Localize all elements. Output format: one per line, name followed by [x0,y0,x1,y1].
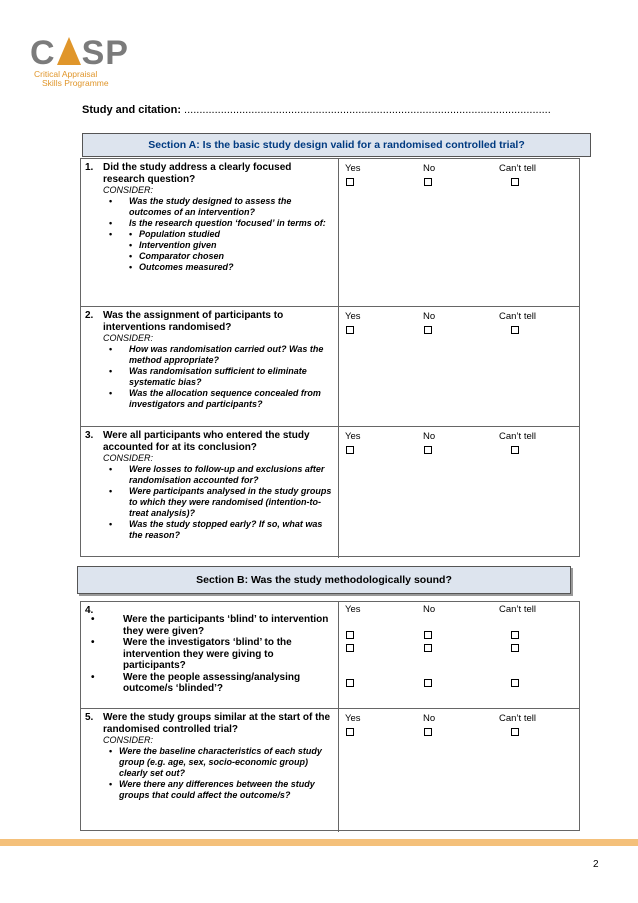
blinding-item: • Were the investigators ‘blind’ to the intervention they were giving to participants? [85,637,333,672]
question-number: 5. [85,712,94,723]
question-row-2 [81,307,579,427]
column-divider [338,709,339,832]
consider-list [103,344,333,410]
consider-item: • Is the research question ‘focused’ in terms of: [103,218,333,229]
question-row-1 [81,159,579,307]
consider-item: • How was randomisation carried out? Was the method appropriate? [103,344,333,366]
question-row-4 [81,602,579,709]
no-checkbox-assessors[interactable] [424,679,432,687]
logo-wordmark [30,36,129,70]
consider-item: • Was the study stopped early? If so, what was the reason? [103,519,333,541]
consider-list [103,196,333,273]
consider-list [103,464,333,541]
no-label: No [423,163,436,174]
no-label: No [423,311,436,322]
no-label: No [423,713,436,724]
consider-subitem: • Outcomes measured? [129,262,333,273]
consider-label: CONSIDER: [103,185,154,195]
consider-item: • Were losses to follow-up and exclusions after randomisation accounted for? [103,464,333,486]
question-number: 3. [85,430,94,441]
consider-item: • Were participants analysed in the study groups to which they were randomised (intention-to-treat analysis)? [103,486,333,519]
no-checkbox-participants[interactable] [424,631,432,639]
question-row-5 [81,709,579,832]
no-checkbox[interactable] [424,728,432,736]
logo-letters-sp: SP [81,34,129,72]
column-divider [338,307,339,426]
consider-item: • Were there any differences between the study groups that could affect the outcome/s? [103,779,333,801]
yes-label: Yes [345,163,361,174]
question-title: Were the study groups similar at the start of the randomised controlled trial? [103,712,331,735]
question-body [103,310,333,410]
question-number: 2. [85,310,94,321]
consider-sublist [129,229,333,273]
yes-checkbox[interactable] [346,446,354,454]
section-b-header [77,566,571,594]
yes-checkbox[interactable] [346,728,354,736]
yes-label: Yes [345,311,361,322]
study-citation-line[interactable] [82,104,592,116]
cant-tell-checkbox-assessors[interactable] [511,679,519,687]
citation-label: Study and citation: [82,104,181,116]
cant-tell-label: Can’t tell [499,431,536,442]
column-divider [338,159,339,306]
cant-tell-checkbox[interactable] [511,728,519,736]
cant-tell-checkbox[interactable] [511,326,519,334]
question-title: Did the study address a clearly focused research question? [103,162,292,185]
yes-checkbox-investigators[interactable] [346,644,354,652]
footer-bar [0,839,638,846]
question-number: 1. [85,162,94,173]
cant-tell-label: Can’t tell [499,311,536,322]
yes-checkbox[interactable] [346,178,354,186]
column-divider [338,427,339,558]
blinding-item: • Were the people assessing/analysing outcome/s ‘blinded’? [85,672,333,695]
section-b-table [80,601,580,831]
question-body [103,162,333,273]
yes-label: Yes [345,604,361,615]
consider-label: CONSIDER: [103,333,154,343]
consider-item: • Was the study designed to assess the outcomes of an intervention? [103,196,333,218]
section-a-title: Section A: Is the basic study design valid for a randomised controlled trial? [148,139,525,151]
cant-tell-label: Can’t tell [499,604,536,615]
consider-label: CONSIDER: [103,735,154,745]
no-checkbox[interactable] [424,326,432,334]
no-label: No [423,604,436,615]
consider-subitem: • Comparator chosen [129,251,333,262]
no-label: No [423,431,436,442]
consider-item: • Was randomisation sufficient to eliminate systematic bias? [103,366,333,388]
no-checkbox[interactable] [424,446,432,454]
logo-subtitle [34,70,129,88]
consider-sublist-wrap [103,229,333,273]
page-number: 2 [593,859,599,870]
cant-tell-checkbox-investigators[interactable] [511,644,519,652]
consider-subitem: • • Population studied [129,229,333,240]
question-row-3 [81,427,579,558]
yes-label: Yes [345,713,361,724]
logo-letter-c: C [30,34,56,72]
question-body [103,430,333,541]
question-title: Were all participants who entered the study accounted for at its conclusion? [103,430,310,453]
logo-line2: Skills Programme [42,78,109,88]
logo-triangle-icon [57,37,81,65]
question-number: 4. [85,605,94,616]
blinding-item: • Were the participants ‘blind’ to intervention they were given? [85,614,333,637]
question-title: Was the assignment of participants to interventions randomised? [103,310,284,333]
cant-tell-checkbox-participants[interactable] [511,631,519,639]
column-divider [338,602,339,708]
yes-checkbox[interactable] [346,326,354,334]
cant-tell-label: Can’t tell [499,713,536,724]
cant-tell-label: Can’t tell [499,163,536,174]
casp-logo [30,36,129,88]
consider-item: • Was the allocation sequence concealed from investigators and participants? [103,388,333,410]
no-checkbox[interactable] [424,178,432,186]
consider-list [103,746,333,801]
consider-label: CONSIDER: [103,453,154,463]
no-checkbox-investigators[interactable] [424,644,432,652]
logo-line1: Critical Appraisal [34,69,98,79]
question-body [85,614,333,695]
yes-checkbox-assessors[interactable] [346,679,354,687]
cant-tell-checkbox[interactable] [511,178,519,186]
citation-dots: ........................................................................................................................ [181,104,551,116]
consider-subitem: • Intervention given [129,240,333,251]
section-a-header [82,133,591,157]
section-a-table [80,158,580,557]
cant-tell-checkbox[interactable] [511,446,519,454]
question-body [103,712,333,801]
yes-label: Yes [345,431,361,442]
section-b-title: Section B: Was the study methodologically sound? [196,574,452,586]
blinding-list [85,614,333,695]
consider-item: • Were the baseline characteristics of each study group (e.g. age, sex, socio-economic group) clearly set out? [103,746,333,779]
yes-checkbox-participants[interactable] [346,631,354,639]
